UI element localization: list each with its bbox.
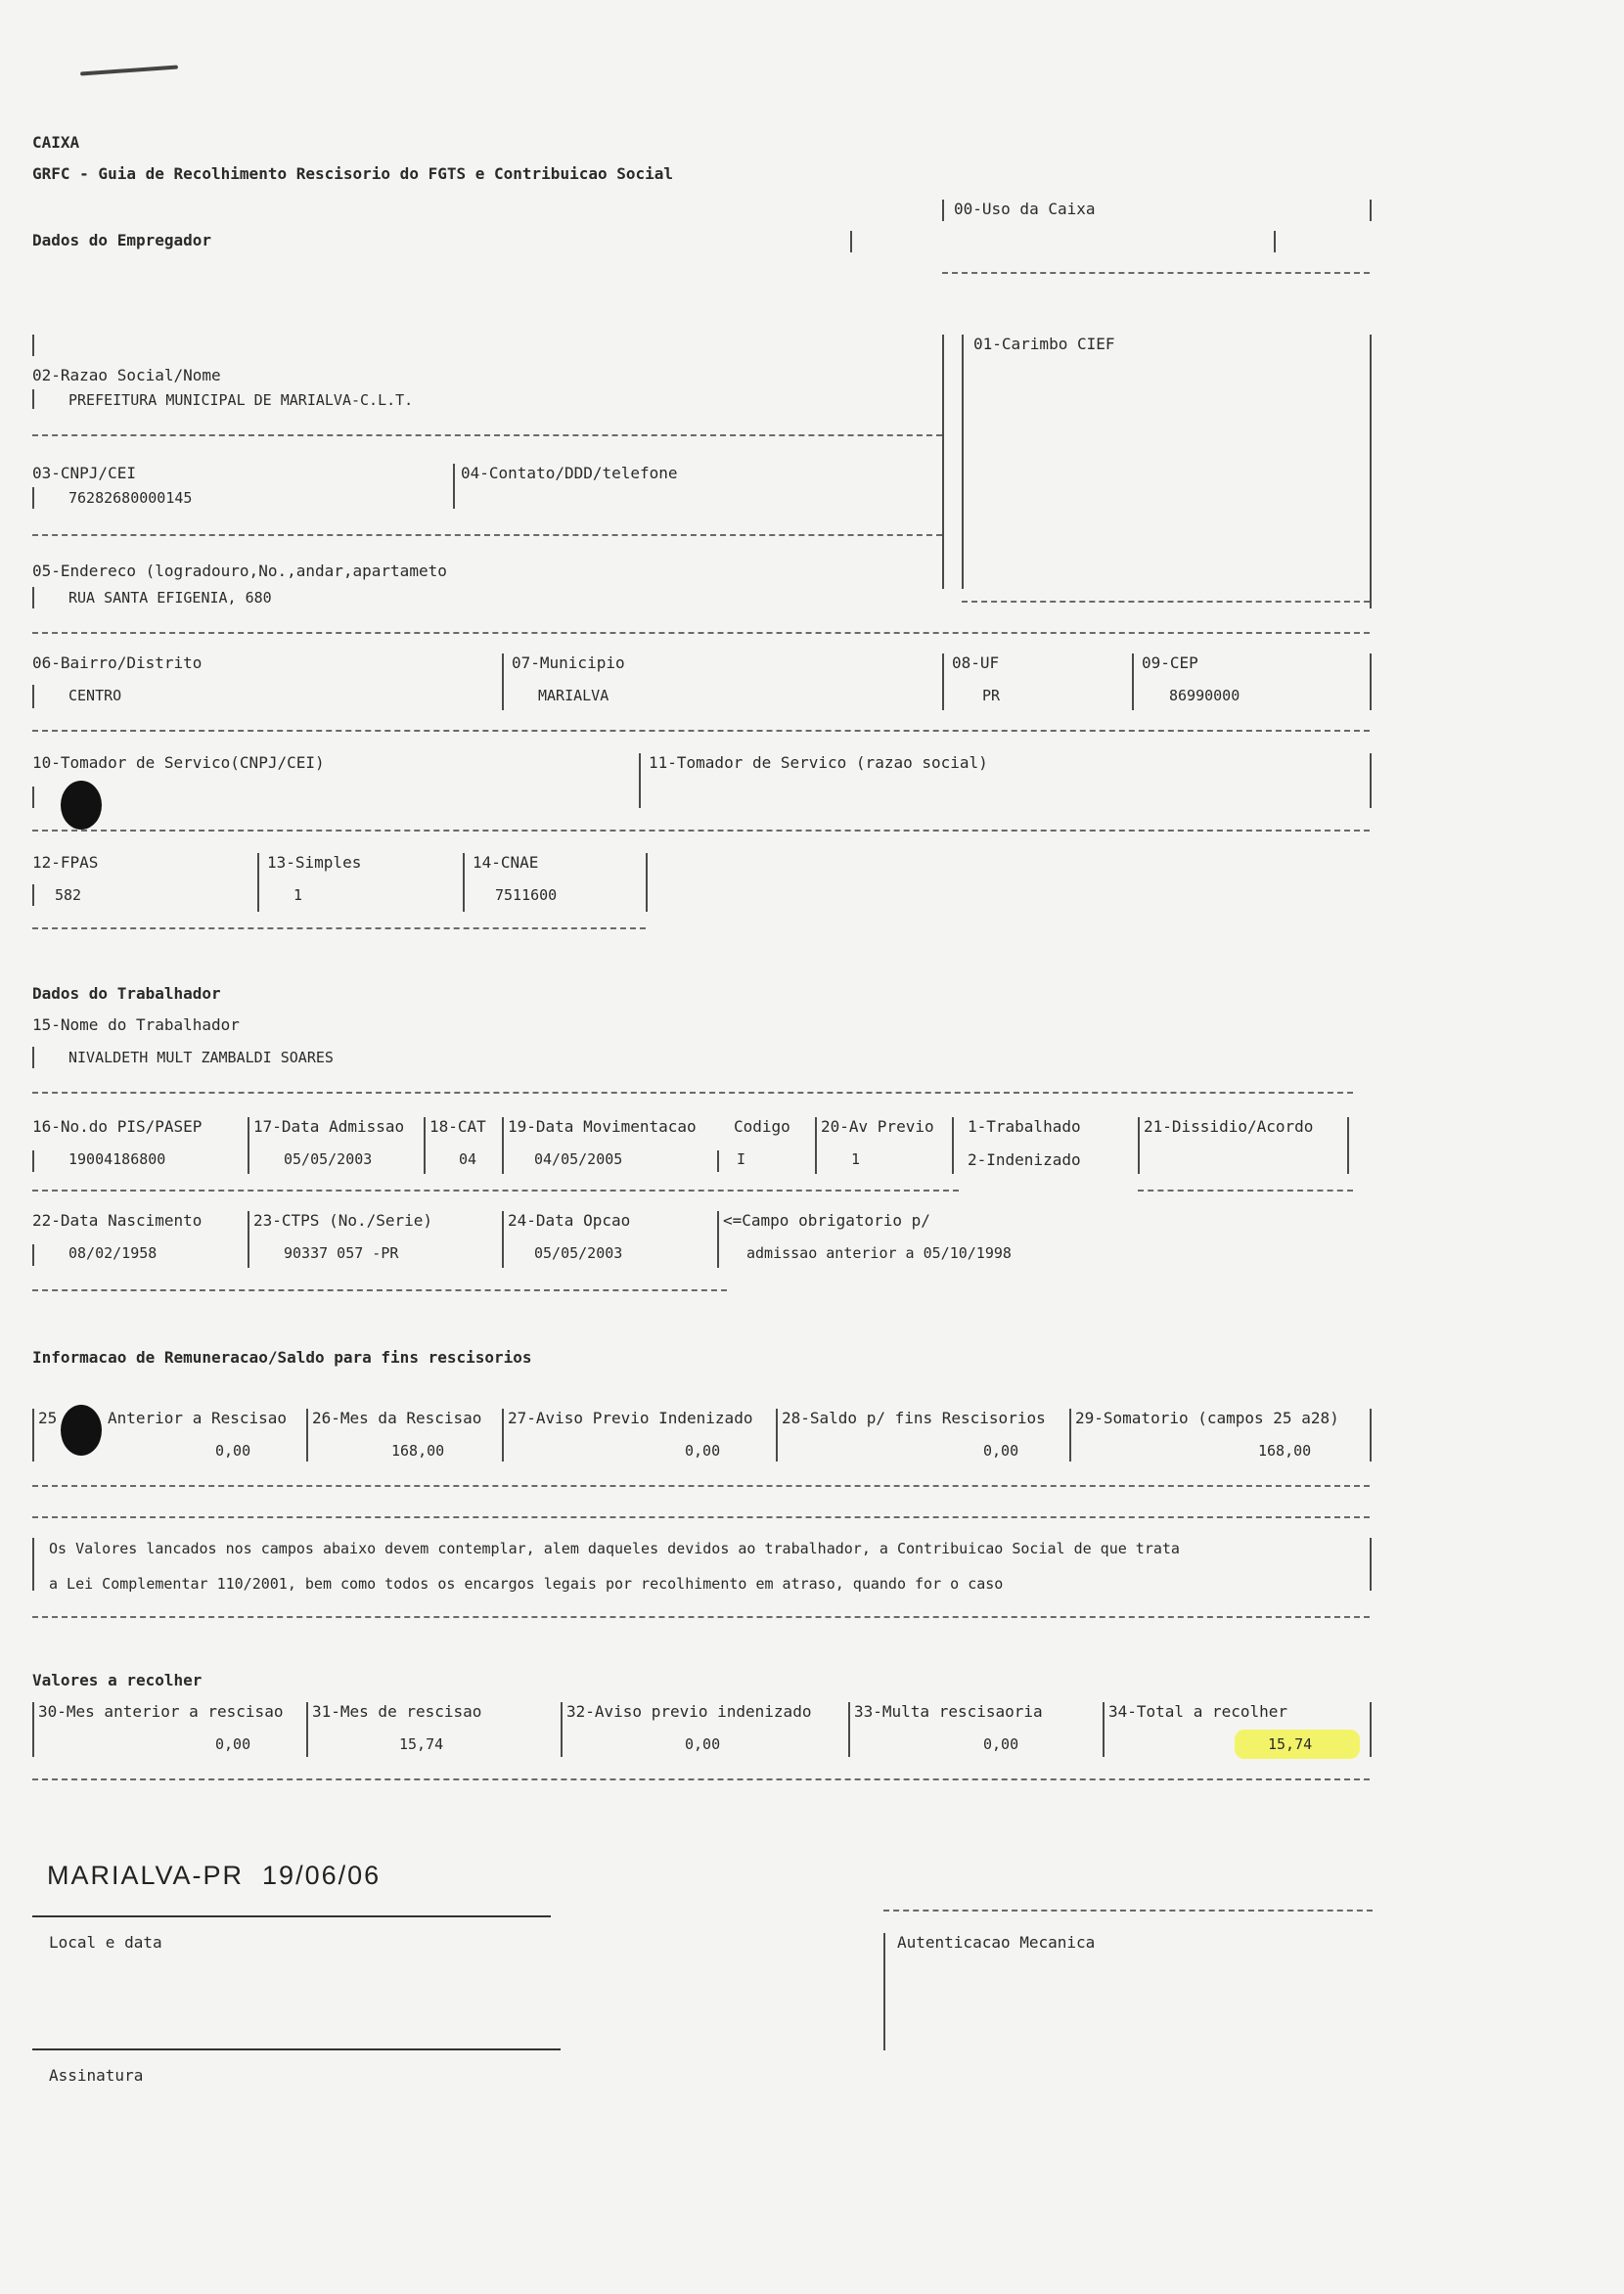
divider	[32, 487, 34, 509]
trabalhador-heading: Dados do Trabalhador	[32, 984, 221, 1003]
c30-value: 0,00	[215, 1735, 251, 1753]
endereco-label: 05-Endereco (logradouro,No.,andar,apartameto	[32, 562, 447, 580]
c27-value: 0,00	[685, 1442, 721, 1460]
rule	[32, 1778, 1370, 1780]
divider	[502, 1211, 504, 1268]
divider	[32, 1150, 34, 1172]
assinatura-label: Assinatura	[49, 2066, 144, 2085]
simples-label: 13-Simples	[267, 853, 362, 872]
c26-value: 168,00	[391, 1442, 445, 1460]
movimentacao-label: 19-Data Movimentacao	[508, 1117, 697, 1136]
cep-label: 09-CEP	[1142, 653, 1198, 672]
divider	[1370, 335, 1372, 608]
cnpj-value: 76282680000145	[68, 489, 193, 507]
empregador-heading: Dados do Empregador	[32, 231, 212, 249]
divider	[32, 389, 34, 409]
simples-value: 1	[293, 886, 303, 904]
c31-label: 31-Mes de rescisao	[312, 1702, 482, 1721]
divider	[942, 653, 944, 710]
c25-prefix: 25	[38, 1409, 58, 1427]
bairro-value: CENTRO	[68, 687, 122, 704]
ctps-label: 23-CTPS (No./Serie)	[253, 1211, 433, 1230]
org-name: CAIXA	[32, 133, 80, 152]
c34-label: 34-Total a recolher	[1108, 1702, 1288, 1721]
nome-value: NIVALDETH MULT ZAMBALDI SOARES	[68, 1049, 334, 1066]
divider	[1370, 200, 1372, 221]
divider	[1138, 1117, 1140, 1174]
divider	[32, 1409, 34, 1462]
tomador-razao-label: 11-Tomador de Servico (razao social)	[649, 753, 988, 772]
aviso-label: 20-Av Previo	[821, 1117, 934, 1136]
rule	[32, 632, 1370, 634]
signature-line	[32, 1915, 551, 1917]
rule	[883, 1910, 1373, 1912]
pen-mark	[80, 66, 178, 76]
pis-value: 19004186800	[68, 1150, 166, 1168]
divider	[32, 884, 34, 906]
divider	[1370, 1538, 1372, 1591]
divider	[942, 200, 944, 221]
divider	[424, 1117, 426, 1174]
c34-value: 15,74	[1268, 1735, 1313, 1753]
c30-label: 30-Mes anterior a rescisao	[38, 1702, 284, 1721]
signature-line	[32, 2048, 561, 2050]
c32-value: 0,00	[685, 1735, 721, 1753]
c33-label: 33-Multa rescisaoria	[854, 1702, 1043, 1721]
cep-value: 86990000	[1169, 687, 1241, 704]
divider	[32, 587, 34, 608]
opcao-label: 24-Data Opcao	[508, 1211, 631, 1230]
c25-label: Anterior a Rescisao	[108, 1409, 288, 1427]
ink-blot	[61, 1405, 102, 1456]
c25-value: 0,00	[215, 1442, 251, 1460]
rule	[1138, 1190, 1353, 1192]
municipio-value: MARIALVA	[538, 687, 609, 704]
carimbo-label: 01-Carimbo CIEF	[973, 335, 1115, 353]
opcao-value: 05/05/2003	[534, 1244, 623, 1262]
valores-heading: Valores a recolher	[32, 1671, 203, 1689]
divider	[776, 1409, 778, 1462]
c29-label: 29-Somatorio (campos 25 a28)	[1075, 1409, 1339, 1427]
divider	[1274, 231, 1276, 252]
divider	[1370, 653, 1372, 710]
municipio-label: 07-Municipio	[512, 653, 625, 672]
c28-label: 28-Saldo p/ fins Rescisorios	[782, 1409, 1046, 1427]
uf-value: PR	[982, 687, 1001, 704]
codigo-label: Codigo	[734, 1117, 790, 1136]
divider	[32, 335, 34, 356]
divider	[883, 1933, 885, 2050]
rule	[32, 730, 1370, 732]
rule	[32, 1190, 959, 1192]
c28-value: 0,00	[983, 1442, 1019, 1460]
divider	[502, 1117, 504, 1174]
movimentacao-value: 04/05/2005	[534, 1150, 623, 1168]
rule	[962, 601, 1370, 603]
uf-label: 08-UF	[952, 653, 1000, 672]
bairro-label: 06-Bairro/Distrito	[32, 653, 203, 672]
divider	[32, 1702, 34, 1757]
nome-label: 15-Nome do Trabalhador	[32, 1015, 240, 1034]
c29-value: 168,00	[1258, 1442, 1312, 1460]
form-title: GRFC - Guia de Recolhimento Rescisorio do FGTS e Contribuicao Social	[32, 164, 674, 183]
divider	[248, 1211, 249, 1268]
divider	[1103, 1702, 1105, 1757]
ctps-value: 90337 057 -PR	[284, 1244, 399, 1262]
cat-value: 04	[459, 1150, 477, 1168]
obrig-value: admissao anterior a 05/10/1998	[746, 1244, 1012, 1262]
razao-value: PREFEITURA MUNICIPAL DE MARIALVA-C.L.T.	[68, 391, 414, 409]
tomador-cnpj-label: 10-Tomador de Servico(CNPJ/CEI)	[32, 753, 325, 772]
endereco-value: RUA SANTA EFIGENIA, 680	[68, 589, 272, 607]
rule	[32, 434, 942, 436]
divider	[561, 1702, 563, 1757]
rule	[942, 272, 1370, 274]
divider	[850, 231, 852, 252]
divider	[248, 1117, 249, 1174]
opt1-label: 1-Trabalhado	[968, 1117, 1081, 1136]
admissao-value: 05/05/2003	[284, 1150, 373, 1168]
divider	[1370, 753, 1372, 808]
divider	[717, 1150, 719, 1172]
rule	[32, 830, 1370, 832]
admissao-label: 17-Data Admissao	[253, 1117, 405, 1136]
divider	[717, 1211, 719, 1268]
divider	[453, 464, 455, 509]
rule	[32, 1516, 1370, 1518]
cat-label: 18-CAT	[429, 1117, 486, 1136]
note-line-2: a Lei Complementar 110/2001, bem como todos os encargos legais por recolhimento em atraso, quando for o caso	[49, 1575, 1004, 1593]
c32-label: 32-Aviso previo indenizado	[566, 1702, 812, 1721]
local-label: Local e data	[49, 1933, 162, 1952]
divider	[32, 1047, 34, 1068]
dissidio-label: 21-Dissidio/Acordo	[1144, 1117, 1314, 1136]
c26-label: 26-Mes da Rescisao	[312, 1409, 482, 1427]
rule	[32, 534, 942, 536]
opt2-label: 2-Indenizado	[968, 1150, 1081, 1169]
cnae-value: 7511600	[495, 886, 558, 904]
fpas-label: 12-FPAS	[32, 853, 99, 872]
fpas-value: 582	[55, 886, 82, 904]
divider	[502, 653, 504, 710]
divider	[952, 1117, 954, 1174]
c27-label: 27-Aviso Previo Indenizado	[508, 1409, 753, 1427]
divider	[32, 685, 34, 708]
divider	[1347, 1117, 1349, 1174]
divider	[306, 1702, 308, 1757]
c33-value: 0,00	[983, 1735, 1019, 1753]
rule	[32, 1289, 727, 1291]
handwritten-place-date: MARIALVA-PR 19/06/06	[47, 1861, 382, 1890]
divider	[463, 853, 465, 912]
divider	[306, 1409, 308, 1462]
divider	[646, 853, 648, 912]
divider	[962, 335, 964, 589]
nascimento-label: 22-Data Nascimento	[32, 1211, 203, 1230]
codigo-value: I	[737, 1150, 746, 1168]
divider	[1069, 1409, 1071, 1462]
c31-value: 15,74	[399, 1735, 444, 1753]
cnae-label: 14-CNAE	[473, 853, 539, 872]
divider	[1370, 1409, 1372, 1462]
divider	[942, 335, 944, 589]
divider	[257, 853, 259, 912]
remuneracao-heading: Informacao de Remuneracao/Saldo para fins rescisorios	[32, 1348, 532, 1367]
nascimento-value: 08/02/1958	[68, 1244, 158, 1262]
divider	[32, 1244, 34, 1266]
aviso-value: 1	[851, 1150, 861, 1168]
rule	[32, 1092, 1353, 1094]
pis-label: 16-No.do PIS/PASEP	[32, 1117, 203, 1136]
divider	[32, 787, 34, 808]
contato-label: 04-Contato/DDD/telefone	[461, 464, 678, 482]
divider	[1132, 653, 1134, 710]
autenticacao-label: Autenticacao Mecanica	[897, 1933, 1096, 1952]
ink-blot	[61, 781, 102, 830]
rule	[32, 927, 646, 929]
cnpj-label: 03-CNPJ/CEI	[32, 464, 136, 482]
note-line-1: Os Valores lancados nos campos abaixo devem contemplar, alem daqueles devidos ao trabalhador, a Contribuicao Social de que trata	[49, 1540, 1180, 1557]
razao-label: 02-Razao Social/Nome	[32, 366, 221, 384]
divider	[1370, 1702, 1372, 1757]
divider	[32, 1538, 34, 1591]
divider	[502, 1409, 504, 1462]
rule	[32, 1485, 1370, 1487]
divider	[848, 1702, 850, 1757]
rule	[32, 1616, 1370, 1618]
obrig-label: <=Campo obrigatorio p/	[723, 1211, 930, 1230]
divider	[815, 1117, 817, 1174]
uso-caixa-label: 00-Uso da Caixa	[954, 200, 1096, 218]
divider	[639, 753, 641, 808]
